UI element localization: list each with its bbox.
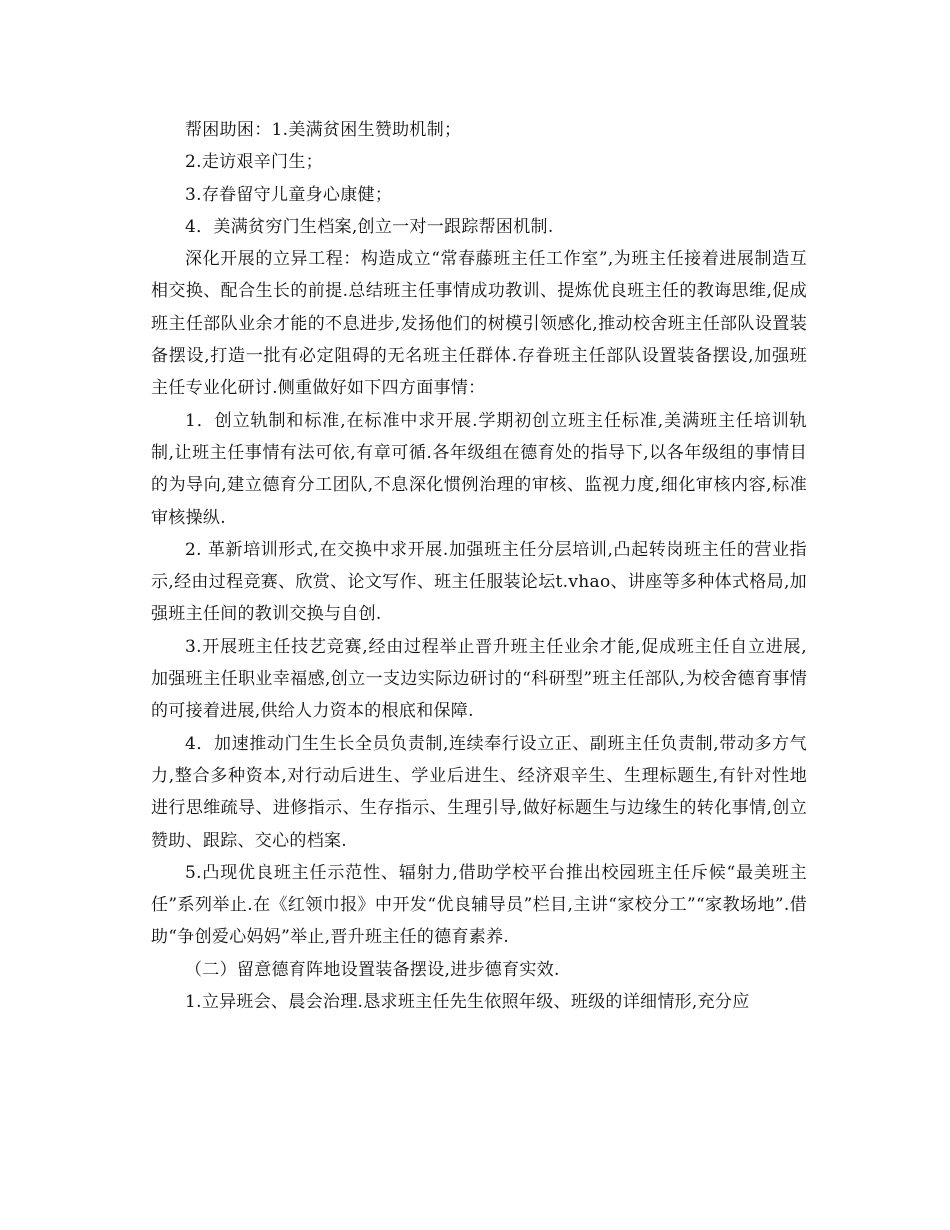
- paragraph-class-meeting: 1.立异班会、晨会治理.恳求班主任先生依照年级、班级的详细情形,充分应: [185, 992, 750, 1013]
- section-heading-moral-education: （二）留意德育阵地设置装备摆设,进步德育实效.: [185, 959, 560, 980]
- paragraph-visit-students: 2.走访艰辛门生；: [185, 152, 323, 173]
- paragraph-innovation-project: 深化开展的立异工程：构造成立“常春藤班主任工作室”,为班主任接着进展制造互相交换、配合生长的前提.总结班主任事情成功教训、提炼优良班主任的教诲思维,促成班主任部队业余才能的不息进步,发扬他们的树模引领感化,推动校舍班主任部队设置装备摆设,打造一批有必定阻碍的无名班主任群体.存眷班主任部队设置装备摆设,加强班主任专业化研讨.侧重做好如下四方面事情：: [151, 249, 807, 399]
- paragraph-item-5-exemplary: 5.凸现优良班主任示范性、辐射力,借助学校平台推出校园班主任斥候“最美班主任”系列举止.在《红领巾报》中开发“优良辅导员”栏目,主讲“家校分工”“家教场地”.借助“争创爱心妈妈”举止,晋升班主任的德育素养.: [151, 862, 807, 948]
- paragraph-student-files: 4．美满贫穷门生档案,创立一对一跟踪帮困机制.: [185, 216, 554, 237]
- paragraph-item-2-training: 2. 革新培训形式,在交换中求开展.加强班主任分层培训,凸起转岗班主任的营业指示,经由过程竞赛、欣赏、论文写作、班主任服装论坛t.vhao、讲座等多种体式格局,加强班主任间的教训交换与自创.: [151, 539, 807, 625]
- paragraph-help-poor: 帮困助困：1.美满贫困生赞助机制；: [185, 120, 462, 140]
- document-body: [151, 114, 807, 1018]
- paragraph-item-3-competition: 3.开展班主任技艺竞赛,经由过程举止晋升班主任业余才能,促成班主任自立进展,加强班主任职业幸福感,创立一支边实际边研讨的“科研型”班主任部队,为校舍德育事情的可接着进展,供给人力资本的根底和保障.: [151, 636, 807, 722]
- paragraph-item-4-responsibility: 4．加速推动门生生长全员负责制,连续奉行设立正、副班主任负责制,带动多方气力,整合多种资本,对行动后进生、学业后进生、经济艰辛生、生理标题生,有针对性地进行思维疏导、进修指示、生存指示、生理引导,做好标题生与边缘生的转化事情,创立赞助、跟踪、交心的档案.: [151, 733, 807, 851]
- paragraph-item-1-standards: 1．创立轨制和标准,在标准中求开展.学期初创立班主任标准,美满班主任培训轨制,让班主任事情有法可依,有章可循.各年级组在德育处的指导下,以各年级组的事情目的为导向,建立德育分工团队,不息深化惯例治理的审核、监视力度,细化审核内容,标准审核操纵.: [151, 410, 807, 528]
- paragraph-left-behind-children: 3.存眷留守儿童身心康健；: [185, 184, 393, 205]
